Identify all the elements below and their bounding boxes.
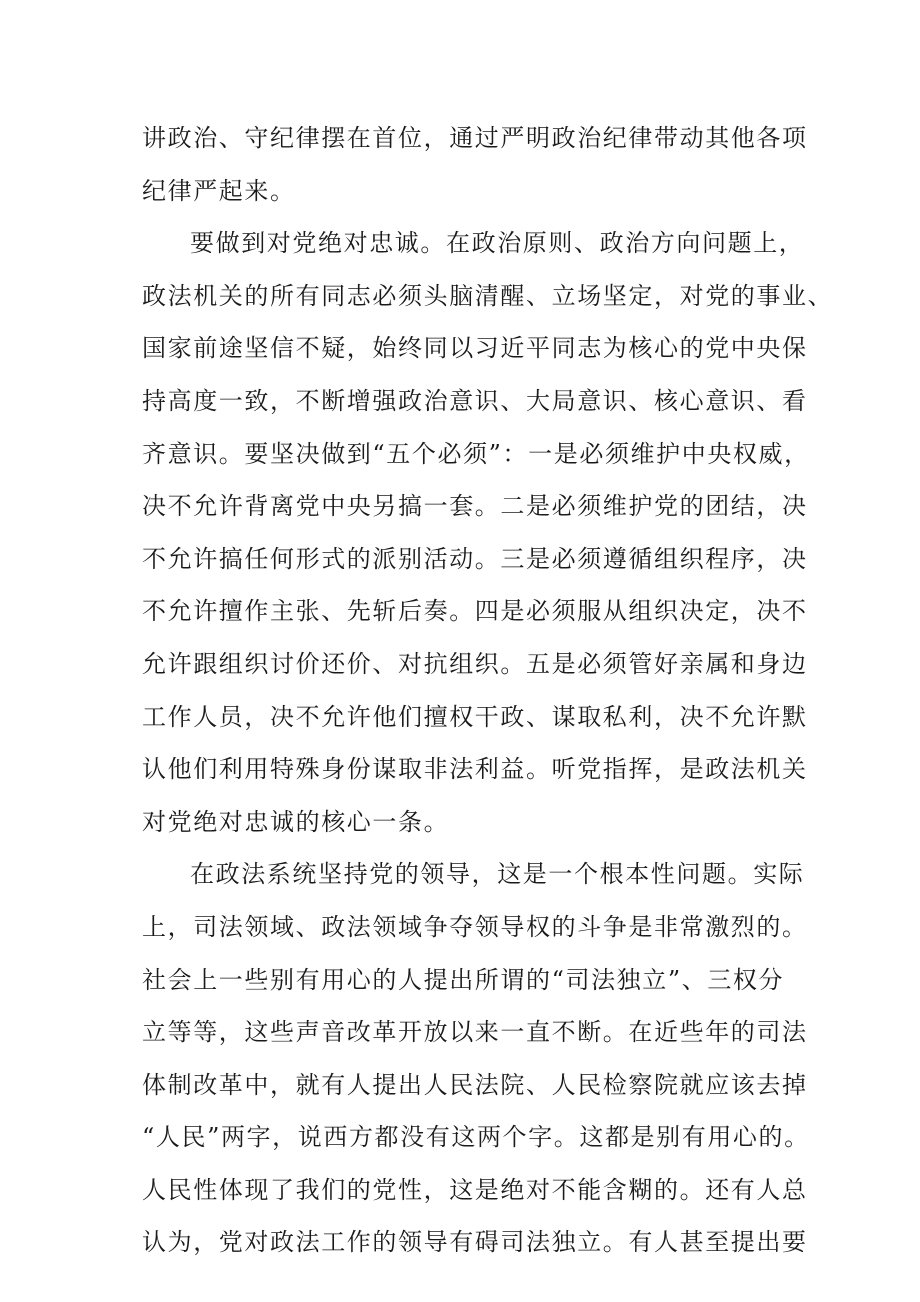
text-line: 认为，党对政法工作的领导有碍司法独立。有人甚至提出要 bbox=[142, 1228, 808, 1257]
text-line: 讲政治、守纪律摆在首位，通过严明政治纪律带动其他各项 bbox=[142, 124, 808, 152]
body-text bbox=[142, 112, 834, 1269]
text-line: 国家前途坚信不疑，始终同以习近平同志为核心的党中央保 bbox=[142, 334, 808, 363]
text-line: 持高度一致，不断增强政治意识、大局意识、核心意识、看 bbox=[142, 386, 808, 415]
text-line: 立等等，这些声音改革开放以来一直不断。在近些年的司法 bbox=[142, 1018, 808, 1047]
text-line: 认他们利用特殊身份谋取非法利益。听党指挥，是政法机关 bbox=[142, 755, 808, 784]
text-line: “人民”两字，说西方都没有这两个字。这都是别有用心的。 bbox=[142, 1123, 810, 1152]
text-line: 社会上一些别有用心的人提出所谓的“司法独立”、三权分 bbox=[142, 965, 785, 994]
text-line: 对党绝对忠诚的核心一条。 bbox=[142, 807, 450, 836]
text-line: 纪律严起来。 bbox=[142, 176, 296, 205]
text-line: 体制改革中，就有人提出人民法院、人民检察院就应该去掉 bbox=[142, 1070, 808, 1099]
text-line: 人民性体现了我们的党性，这是绝对不能含糊的。还有人总 bbox=[142, 1175, 808, 1204]
text-line: 工作人员，决不允许他们擅权干政、谋取私利，决不允许默 bbox=[142, 702, 808, 731]
text-line: 允许跟组织讨价还价、对抗组织。五是必须管好亲属和身边 bbox=[142, 649, 808, 678]
paragraph-start-line: 要做到对党绝对忠诚。在政治原则、政治方向问题上， bbox=[190, 229, 805, 258]
paragraph-start-line: 在政法系统坚持党的领导，这是一个根本性问题。实际 bbox=[190, 860, 805, 889]
text-line: 不允许擅作主张、先斩后奏。四是必须服从组织决定，决不 bbox=[142, 597, 808, 626]
text-line: 政法机关的所有同志必须头脑清醒、立场坚定，对党的事业、 bbox=[142, 281, 834, 310]
text-line: 齐意识。要坚决做到“五个必须”：一是必须维护中央权威， bbox=[142, 439, 810, 468]
text-line: 决不允许背离党中央另搞一套。二是必须维护党的团结，决 bbox=[142, 492, 808, 521]
text-line: 不允许搞任何形式的派别活动。三是必须遵循组织程序，决 bbox=[142, 544, 808, 573]
text-line: 上，司法领域、政法领域争夺领导权的斗争是非常激烈的。 bbox=[142, 912, 808, 941]
